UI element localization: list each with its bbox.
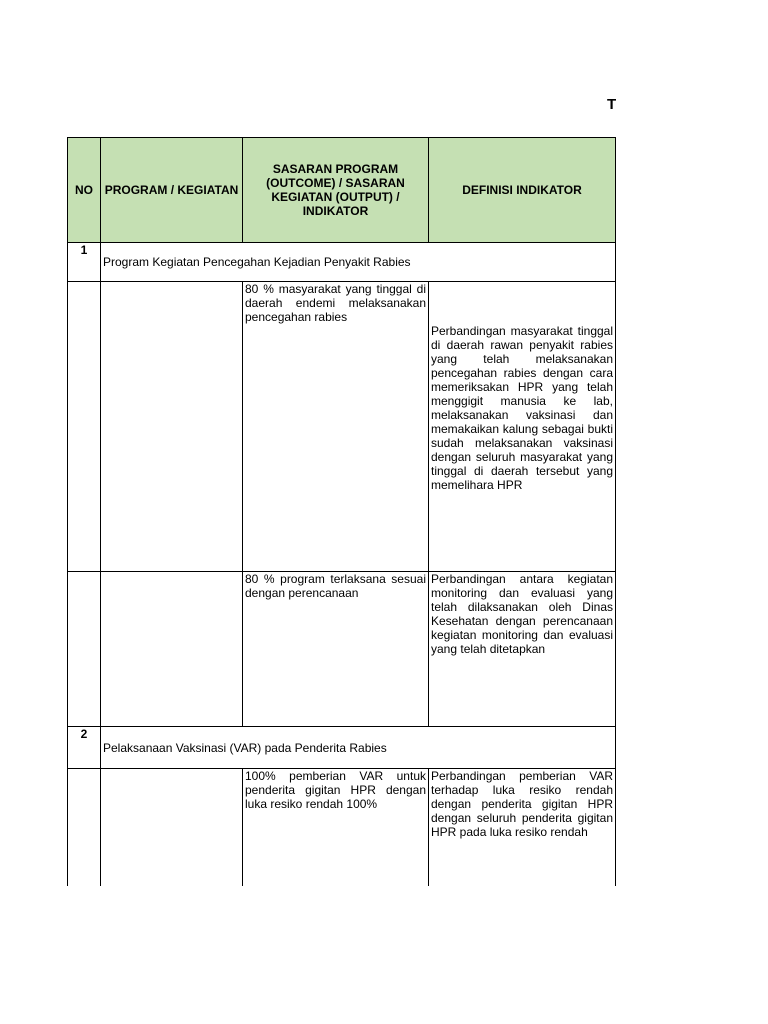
section-number: 2 xyxy=(68,727,101,769)
section-number: 1 xyxy=(68,243,101,282)
header-program: PROGRAM / KEGIATAN xyxy=(101,138,243,243)
sasaran-cell: 80 % masyarakat yang tinggal di daerah endemi melaksanakan pencegahan rabies xyxy=(243,282,429,572)
table-header-row xyxy=(68,138,616,243)
section-row-1 xyxy=(68,243,616,282)
section-row-2 xyxy=(68,727,616,769)
table-row xyxy=(68,769,616,886)
empty-cell xyxy=(68,572,101,727)
sasaran-cell: 80 % program terlaksana sesuai dengan perencanaan xyxy=(243,572,429,727)
table-row xyxy=(68,572,616,727)
header-definisi: DEFINISI INDIKATOR xyxy=(429,138,616,243)
sasaran-cell: 100% pemberian VAR untuk penderita gigitan HPR dengan luka resiko rendah 100% xyxy=(243,769,429,886)
section-title: Program Kegiatan Pencegahan Kejadian Penyakit Rabies xyxy=(101,243,616,282)
empty-cell xyxy=(68,282,101,572)
empty-cell xyxy=(101,769,243,886)
definisi-cell: Perbandingan antara kegiatan monitoring dan evaluasi yang telah dilaksanakan oleh Dinas Kesehatan dengan perencanaan kegiatan monitoring dan evaluasi yang telah ditetapkan xyxy=(429,572,616,727)
header-sasaran: SASARAN PROGRAM (OUTCOME) / SASARAN KEGIATAN (OUTPUT) / INDIKATOR xyxy=(243,138,429,243)
empty-cell xyxy=(101,282,243,572)
definisi-cell: Perbandingan masyarakat tinggal di daerah rawan penyakit rabies yang telah melaksanakan pencegahan rabies dengan cara memeriksakan HPR yang telah menggigit manusia ke lab, melaksanakan vaksinasi dan memakaikan kalung sebagai bukti sudah melaksanakan vaksinasi dengan seluruh masyarakat yang tinggal di daerah tersebut yang memelihara HPR xyxy=(429,282,616,572)
empty-cell xyxy=(101,572,243,727)
empty-cell xyxy=(68,769,101,886)
definisi-cell: Perbandingan pemberian VAR terhadap luka resiko rendah dengan penderita gigitan HPR dengan seluruh penderita gigitan HPR pada luka resiko rendah xyxy=(429,769,616,886)
indicator-table xyxy=(67,137,616,886)
header-no: NO xyxy=(68,138,101,243)
section-title: Pelaksanaan Vaksinasi (VAR) pada Penderita Rabies xyxy=(101,727,616,769)
page-title: T xyxy=(607,96,617,113)
table-row xyxy=(68,282,616,572)
